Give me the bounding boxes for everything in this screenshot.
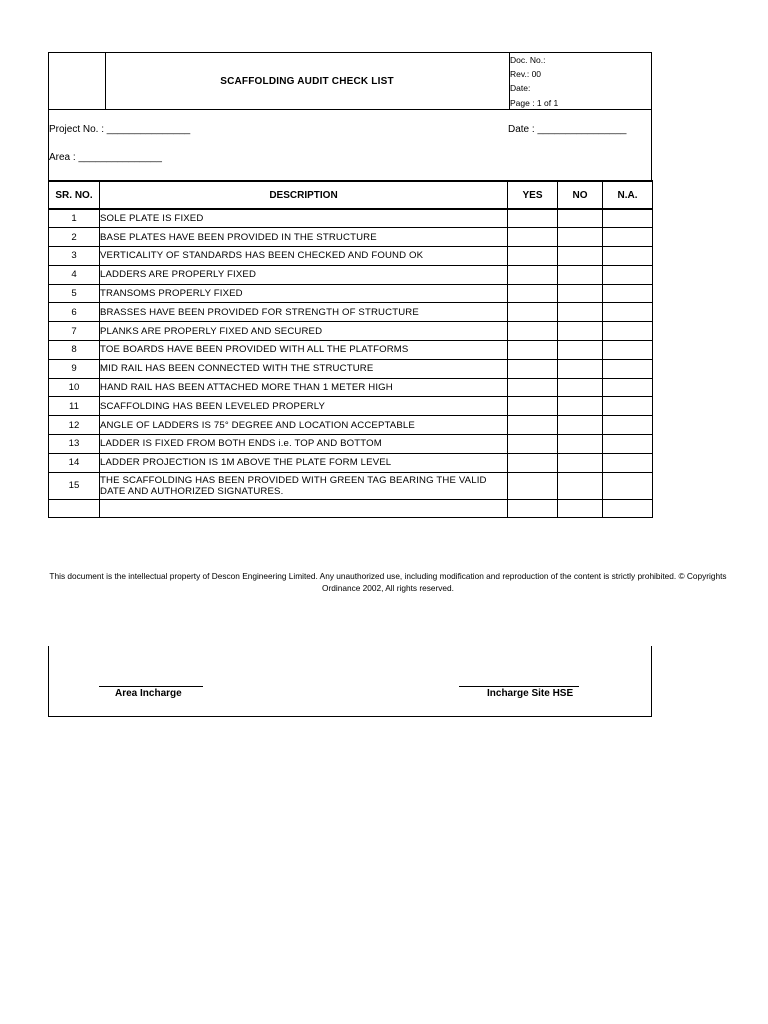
no-checkbox-cell[interactable]: [558, 322, 603, 341]
row-sr-no: 3: [49, 247, 100, 266]
no-checkbox-cell[interactable]: [558, 209, 603, 228]
blank-row: [49, 499, 653, 517]
yes-checkbox-cell[interactable]: [508, 209, 558, 228]
table-row: [49, 265, 653, 284]
no-checkbox-cell[interactable]: [558, 341, 603, 360]
no-checkbox-cell[interactable]: [558, 247, 603, 266]
yes-checkbox-cell[interactable]: [508, 435, 558, 454]
yes-checkbox-cell[interactable]: [508, 247, 558, 266]
row-description: LADDERS ARE PROPERLY FIXED: [100, 265, 508, 284]
hse-signature-line: [459, 686, 579, 687]
na-checkbox-cell[interactable]: [603, 247, 653, 266]
no-checkbox-cell[interactable]: [558, 265, 603, 284]
row-description: HAND RAIL HAS BEEN ATTACHED MORE THAN 1 METER HIGH: [100, 378, 508, 397]
na-checkbox-cell[interactable]: [603, 322, 653, 341]
document-header: [48, 52, 652, 110]
no-checkbox-cell[interactable]: [558, 359, 603, 378]
blank-cell: [603, 499, 653, 517]
row-description: SOLE PLATE IS FIXED: [100, 209, 508, 228]
header-na: N.A.: [603, 181, 653, 209]
na-checkbox-cell[interactable]: [603, 303, 653, 322]
row-description: LADDER PROJECTION IS 1M ABOVE THE PLATE FORM LEVEL: [100, 453, 508, 472]
row-sr-no: 11: [49, 397, 100, 416]
row-sr-no: 4: [49, 265, 100, 284]
table-row: [49, 228, 653, 247]
row-description: TRANSOMS PROPERLY FIXED: [100, 284, 508, 303]
project-info: [48, 110, 652, 180]
checklist-body: [49, 209, 653, 517]
na-checkbox-cell[interactable]: [603, 209, 653, 228]
table-row: [49, 341, 653, 360]
signature-block: [48, 646, 652, 717]
table-row: [49, 209, 653, 228]
yes-checkbox-cell[interactable]: [508, 359, 558, 378]
no-checkbox-cell[interactable]: [558, 303, 603, 322]
yes-checkbox-cell[interactable]: [508, 397, 558, 416]
blank-cell: [49, 499, 100, 517]
doc-date: Date:: [510, 83, 531, 94]
table-row: [49, 359, 653, 378]
row-sr-no: 12: [49, 416, 100, 435]
yes-checkbox-cell[interactable]: [508, 265, 558, 284]
na-checkbox-cell[interactable]: [603, 397, 653, 416]
row-sr-no: 9: [49, 359, 100, 378]
yes-checkbox-cell[interactable]: [508, 322, 558, 341]
table-row: [49, 303, 653, 322]
document-title: SCAFFOLDING AUDIT CHECK LIST: [220, 75, 394, 87]
header-description: DESCRIPTION: [100, 181, 508, 209]
table-header-row: [49, 181, 653, 209]
area-incharge-label: Area Incharge: [115, 688, 182, 699]
yes-checkbox-cell[interactable]: [508, 378, 558, 397]
row-sr-no: 2: [49, 228, 100, 247]
na-checkbox-cell[interactable]: [603, 228, 653, 247]
row-description: TOE BOARDS HAVE BEEN PROVIDED WITH ALL THE PLATFORMS: [100, 341, 508, 360]
row-description: MID RAIL HAS BEEN CONNECTED WITH THE STRUCTURE: [100, 359, 508, 378]
no-checkbox-cell[interactable]: [558, 472, 603, 499]
no-checkbox-cell[interactable]: [558, 378, 603, 397]
yes-checkbox-cell[interactable]: [508, 416, 558, 435]
yes-checkbox-cell[interactable]: [508, 303, 558, 322]
blank-cell: [508, 499, 558, 517]
yes-checkbox-cell[interactable]: [508, 453, 558, 472]
row-sr-no: 14: [49, 453, 100, 472]
na-checkbox-cell[interactable]: [603, 341, 653, 360]
row-sr-no: 5: [49, 284, 100, 303]
row-sr-no: 13: [49, 435, 100, 454]
row-sr-no: 15: [49, 472, 100, 499]
na-checkbox-cell[interactable]: [603, 378, 653, 397]
no-checkbox-cell[interactable]: [558, 397, 603, 416]
no-checkbox-cell[interactable]: [558, 284, 603, 303]
table-row: [49, 453, 653, 472]
yes-checkbox-cell[interactable]: [508, 341, 558, 360]
copyright-note: This document is the intellectual property of Descon Engineering Limited. Any unauthorized use, including modification and reproduction of the content is strictly prohibited. © Copyrights Ordinance 2002, All rights reserved.: [49, 571, 727, 593]
na-checkbox-cell[interactable]: [603, 435, 653, 454]
no-checkbox-cell[interactable]: [558, 435, 603, 454]
header-yes: YES: [508, 181, 558, 209]
na-checkbox-cell[interactable]: [603, 284, 653, 303]
na-checkbox-cell[interactable]: [603, 453, 653, 472]
table-row: [49, 472, 653, 499]
table-row: [49, 284, 653, 303]
table-row: [49, 378, 653, 397]
row-sr-no: 8: [49, 341, 100, 360]
no-checkbox-cell[interactable]: [558, 228, 603, 247]
area-incharge-signature-line: [99, 686, 203, 687]
table-row: [49, 322, 653, 341]
row-description: BRASSES HAVE BEEN PROVIDED FOR STRENGTH OF STRUCTURE: [100, 303, 508, 322]
na-checkbox-cell[interactable]: [603, 472, 653, 499]
page-number: Page : 1 of 1: [510, 97, 559, 108]
hse-incharge-label: Incharge Site HSE: [487, 688, 574, 699]
row-description: SCAFFOLDING HAS BEEN LEVELED PROPERLY: [100, 397, 508, 416]
na-checkbox-cell[interactable]: [603, 265, 653, 284]
row-description: PLANKS ARE PROPERLY FIXED AND SECURED: [100, 322, 508, 341]
row-description: THE SCAFFOLDING HAS BEEN PROVIDED WITH GREEN TAG BEARING THE VALID DATE AND AUTHORIZED SIGNATURES.: [100, 472, 508, 499]
checklist-table: [48, 180, 653, 518]
table-row: [49, 435, 653, 454]
yes-checkbox-cell[interactable]: [508, 284, 558, 303]
row-description: VERTICALITY OF STANDARDS HAS BEEN CHECKED AND FOUND OK: [100, 247, 508, 266]
table-row: [49, 247, 653, 266]
na-checkbox-cell[interactable]: [603, 416, 653, 435]
table-row: [49, 416, 653, 435]
table-row: [49, 397, 653, 416]
no-checkbox-cell[interactable]: [558, 416, 603, 435]
revision: Rev.: 00: [510, 69, 542, 80]
logo-cell: [49, 53, 106, 109]
blank-cell: [558, 499, 603, 517]
na-checkbox-cell[interactable]: [603, 359, 653, 378]
row-sr-no: 1: [49, 209, 100, 228]
row-sr-no: 6: [49, 303, 100, 322]
row-description: ANGLE OF LADDERS IS 75° DEGREE AND LOCATION ACCEPTABLE: [100, 416, 508, 435]
row-description: BASE PLATES HAVE BEEN PROVIDED IN THE STRUCTURE: [100, 228, 508, 247]
header-sr-no: SR. NO.: [49, 181, 100, 209]
row-sr-no: 10: [49, 378, 100, 397]
blank-cell: [100, 499, 508, 517]
row-sr-no: 7: [49, 322, 100, 341]
project-number-field: Project No. : _______________: [49, 124, 191, 135]
date-field: Date : ________________: [508, 124, 627, 135]
yes-checkbox-cell[interactable]: [508, 228, 558, 247]
no-checkbox-cell[interactable]: [558, 453, 603, 472]
yes-checkbox-cell[interactable]: [508, 472, 558, 499]
document-meta: [509, 53, 654, 109]
row-description: LADDER IS FIXED FROM BOTH ENDS i.e. TOP AND BOTTOM: [100, 435, 508, 454]
doc-number: Doc. No.:: [510, 55, 546, 65]
area-field: Area : _______________: [49, 152, 162, 163]
header-no: NO: [558, 181, 603, 209]
